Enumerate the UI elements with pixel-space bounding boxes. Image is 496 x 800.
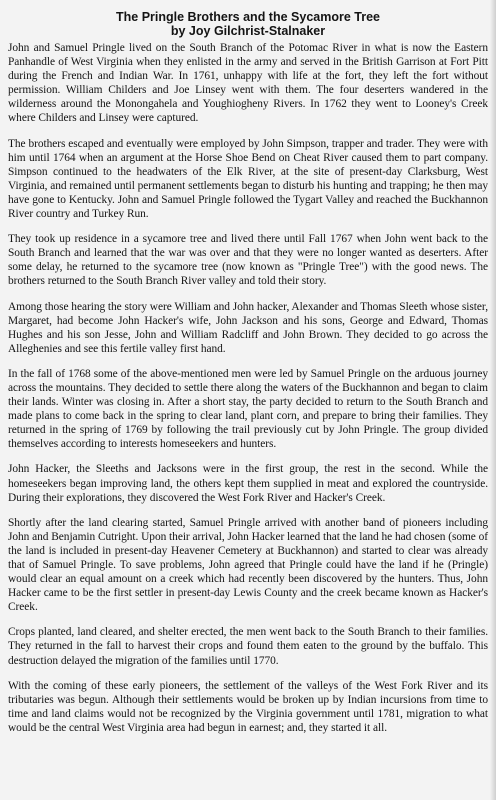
- paragraph-4: Among those hearing the story were William and John hacker, Alexander and Thomas Sleeth whose sister, Margaret, had become John Hacker's wife, John Jackson and his sons, George and Edward, Thomas Hughes and his son Jesse, John and William Radcliff and John Brown. They decided to go across the Alleghenies and see this fertile valley first hand.: [8, 300, 488, 355]
- paragraph-9: With the coming of these early pioneers, the settlement of the valleys of the West Fork River and its tributaries was begun. Although their settlements would be broken up by Indian incursions from time to time and land claims would not be recognized by the Virginia government until 1781, migration to what would be the central West Virginia area had begun in earnest; and, they started it all.: [8, 679, 488, 734]
- paragraph-3: They took up residence in a sycamore tree and lived there until Fall 1767 when John went back to the South Branch and learned that the war was over and that they were no longer wanted as deserters. After some delay, he returned to the sycamore tree (now known as "Pringle Tree") with the good news. The brothers returned to the South Branch River valley and told their story.: [8, 233, 488, 288]
- paragraph-1: John and Samuel Pringle lived on the South Branch of the Potomac River in what is now the Eastern Panhandle of West Virginia when they enlisted in the army and served in the British Garrison at Fort Pitt during the French and Indian War. In 1761, unhappy with life at the fort, they left the fort without permission. William Childers and Joe Linsey went with them. The four deserters wandered in the wilderness around the Monongahela and Youghiogheny Rivers. In 1762 they went to Looney's Creek where Childers and Linsey were captured.: [8, 42, 488, 125]
- document-byline: by Joy Gilchrist-Stalnaker: [170, 24, 326, 38]
- page-edge-shadow: [490, 0, 496, 800]
- paragraph-2: The brothers escaped and eventually were employed by John Simpson, trapper and trader. They were with him until 1764 when an argument at the Horse Shoe Bend on Cheat River caused them to part company. Simpson continued to the headwaters of the Elk River, at the site of present-day Clarksburg, West Virginia, and remained until permanent settlements began to disturb his hunting and trapping; he then may have gone to Kentucky. John and Samuel Pringle followed the Tygart Valley and reached the Buckhannon River country and Turkey Run.: [8, 137, 488, 221]
- paragraph-5: In the fall of 1768 some of the above-mentioned men were led by Samuel Pringle on the arduous journey across the mountains. They decided to settle there along the waters of the Buckhannon and began to claim their lands. Winter was closing in. After a short stay, the party decided to return to the South Branch and made plans to come back in the spring to clear land, plant corn, and prepare to bring their families. They returned in the spring of 1769 by following the trail previously cut by John Pringle. The group divided themselves according to interests homeseekers and hunters.: [8, 367, 488, 451]
- document-title: The Pringle Brothers and the Sycamore Tree: [116, 10, 380, 24]
- paragraph-6: John Hacker, the Sleeths and Jacksons were in the first group, the rest in the second. While the homeseekers began improving land, the others kept them supplied in meat and explored the countryside. During their explorations, they discovered the West Fork River and Hacker's Creek.: [8, 463, 488, 504]
- paragraph-7: Shortly after the land clearing started, Samuel Pringle arrived with another band of pioneers including John and Benjamin Cutright. Upon their arrival, John Hacker learned that the land he had chosen (some of the land is included in present-day Heavener Cemetery at Buckhannon) and started to clear was already that of Samuel Pringle. To save problems, John agreed that Pringle could have the land if he (Pringle) would clear an equal amount on a creek which had recently been discovered by the hunters. Thus, John Hacker came to be the first settler in present-day Lewis County and the creek became known as Hacker's Creek.: [8, 516, 488, 614]
- paragraph-8: Crops planted, land cleared, and shelter erected, the men went back to the South Branch to their families. They returned in the fall to harvest their crops and found them eaten to the ground by the buffalo. This destruction delayed the migration of the families until 1770.: [8, 626, 488, 667]
